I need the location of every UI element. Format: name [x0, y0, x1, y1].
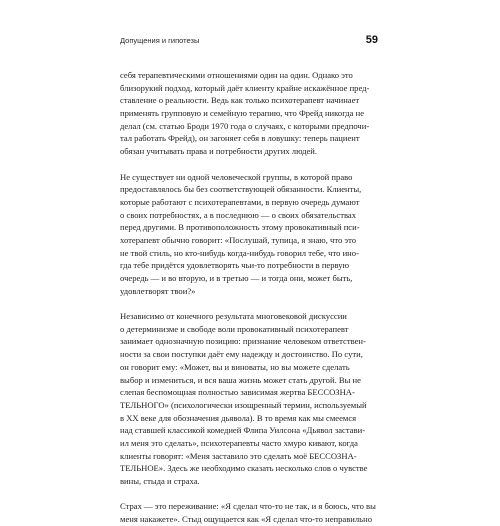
text-line: гда тебе придётся удовлетворять чьи-то потребности в первую: [120, 260, 350, 271]
paragraph-4: [120, 500, 378, 525]
page-number: 59: [365, 34, 378, 46]
text-line: обязан учитывать права и потребности других людей.: [120, 146, 318, 157]
text-line: он говорит ему: «Может, вы и виноваты, но вы можете сделать: [120, 361, 350, 372]
text-line: делал (см. статью Броди 1970 года о случаях, с которыми предпочи-: [120, 120, 370, 131]
text-line: вины, стыда и страха.: [120, 476, 200, 486]
paragraph-1: [120, 69, 378, 158]
running-title: Допущения и гипотезы: [120, 36, 200, 45]
text-line: в XX веке для обозначения дьявола). В то время как мы смеемся: [120, 412, 357, 423]
text-line: предоставлялось бы без соответствующей обязанности. Клиенты,: [120, 184, 362, 195]
paragraph-spacer: [120, 488, 378, 501]
page-body: [120, 69, 378, 526]
paragraph-2: [120, 171, 378, 298]
paragraph-spacer: [120, 297, 378, 310]
running-header: [120, 34, 378, 48]
text-line: перед другими. В противоположность этому провокативный пси-: [120, 222, 360, 233]
text-line: ТЕЛЬНОЕ». Здесь же необходимо сказать несколько слов о чувстве: [120, 463, 368, 474]
text-line: удовлетворят твои?»: [120, 285, 196, 296]
text-line: очередь — и во вторую, и в третью — и тогда они, может быть,: [120, 273, 353, 283]
paragraph-3: [120, 310, 378, 488]
text-line: которые работают с психотерапевтами, в первую очередь думают: [120, 196, 360, 207]
text-line: тал работать Фрейд), он загоняет себя в ловушку: теперь пациент: [120, 133, 360, 144]
text-line: хотерапевт обычно говорит: «Послушай, тупица, я знаю, что это: [120, 234, 357, 245]
text-line: себя терапевтическими отношениями один на один. Однако это: [120, 70, 353, 80]
text-line: над ставшей классикой комедией Флипа Уилсона «Дьявол застави-: [120, 425, 366, 436]
text-line: Не существует ни одной человеческой группы, в которой право: [120, 171, 353, 182]
text-line: клиенты говорят: «Меня заставило это сделать моё БЕССОЗНА-: [120, 450, 357, 461]
text-line: занимает однозначную позицию: признание человеком ответствен-: [120, 336, 366, 347]
text-line: о своих потребностях, а в последнюю — о своих обязательствах: [120, 209, 357, 220]
text-line: Страх — это переживание: «Я сделал что-то не так, и я боюсь, что вы: [120, 501, 376, 512]
text-line: не твой стиль, но кто-нибудь когда-нибудь говорил тебе, что ино-: [120, 247, 359, 258]
text-line: о детерминизме и свободе воли провокативный психотерапевт: [120, 323, 349, 334]
text-line: применять групповую и семейную терапию, что Фрейд никогда не: [120, 108, 365, 119]
text-line: Независимо от конечного результата многовековой дискуссии: [120, 311, 347, 322]
text-line: ности за свои поступки даёт ему надежду и достоинство. По сути,: [120, 349, 363, 360]
text-line: слепая беспомощная полностью зависимая жертва БЕССОЗНА-: [120, 387, 355, 398]
text-line: ТЕЛЬНОГО» (психологически изощренный термин, используемый: [120, 399, 367, 410]
text-line: ставление о реальности. Ведь как только психотерапевт начинает: [120, 95, 360, 106]
text-line: ил меня это сделать», психотерапевты часто хмуро кивают, когда: [120, 437, 358, 448]
text-line: меня накажете». Стыд ощущается как «Я сделал что-то неправильно: [120, 514, 373, 525]
text-line: близорукий подход, который даёт клиенту крайне искажённое пред-: [120, 82, 370, 93]
paragraph-spacer: [120, 158, 378, 171]
text-line: выбор и измениться, и вся ваша жизнь может стать другой. Вы не: [120, 374, 361, 385]
